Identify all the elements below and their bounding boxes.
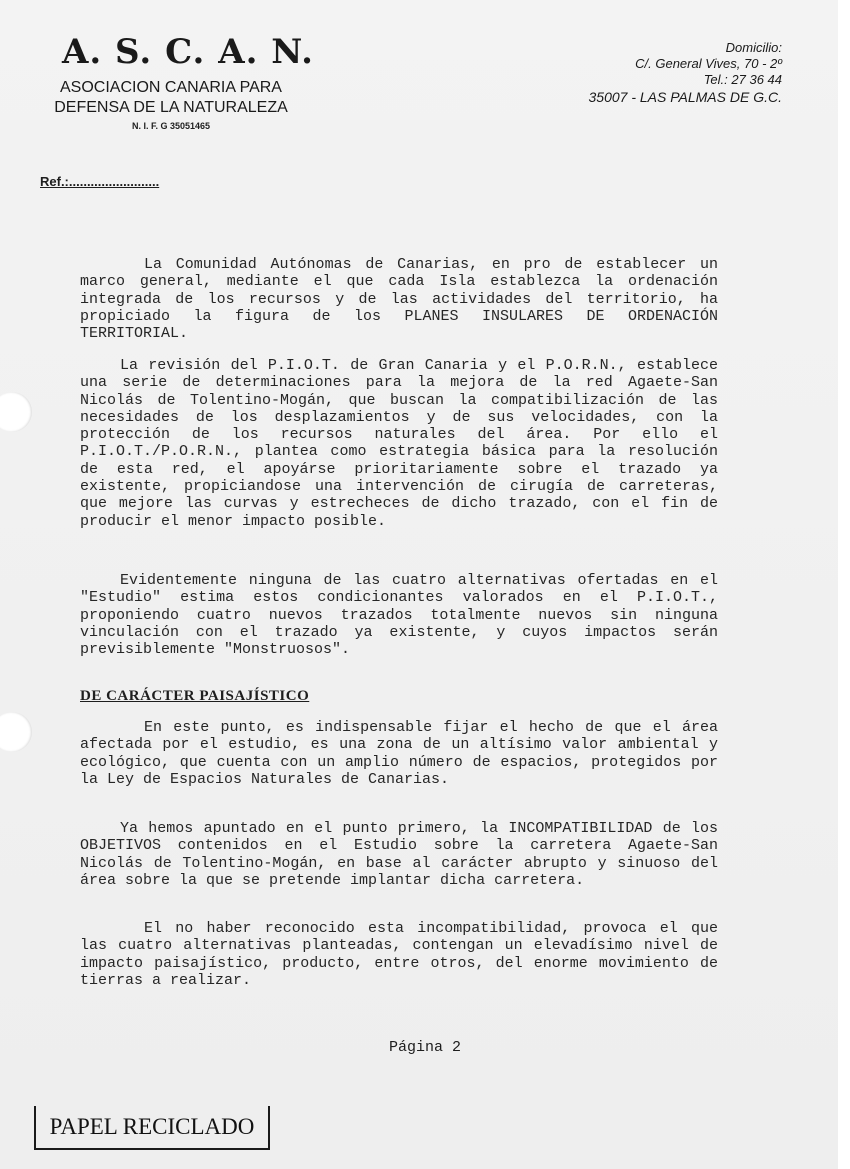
org-full-name-line1: ASOCIACION CANARIA PARA bbox=[60, 79, 282, 96]
paragraph-2-text: La revisión del P.I.O.T. de Gran Canaria y el P.O.R.N., establece una serie de determinaciones para la mejora de la red Agaete-San Nicolás de Tolentino-Mogán, que buscan la compatibilización de las necesidades de los desplazamientos y de sus velocidades, con la protección de los recursos naturales del área. Por ello el P.I.O.T./P.O.R.N., plantea como estrategia básica para la resolución de esta red, el apoyárse prioritariamente sobre el trazado ya existente, propiciandose una intervención de cirugía de carreteras, que mejore las curvas y estrecheces de dicho trazado, con el fin de producir el menor impacto posible. bbox=[80, 357, 718, 530]
address-label: Domicilio: bbox=[725, 40, 782, 55]
page-number: Página 2 bbox=[388, 1039, 461, 1056]
paragraph-1-text: La Comunidad Autónomas de Canarias, en pro de establecer un marco general, mediante el que cada Isla establezca la ordenación integrada de los recursos y de las actividades del territorio, ha propiciado la figura de los PLANES INSULARES DE ORDENACIÓN TERRITORIAL. bbox=[80, 256, 718, 343]
paragraph-4-text: En este punto, es indispensable fijar el hecho de que el área afectada por el estudio, es una zona de un altísimo valor ambiental y ecológico, que cuenta con un amplio número de espacios, protegidos por la Ley de Espacios Naturales de Canarias. bbox=[80, 719, 718, 788]
paragraph-6 bbox=[80, 920, 718, 989]
org-nif: N. I. F. G 35051465 bbox=[131, 121, 211, 131]
paragraph-3-text: Evidentemente ninguna de las cuatro alternativas ofertadas en el "Estudio" estima estos condicionantes valorados en el P.I.O.T., proponiendo cuatro nuevos trazados totalmente nuevos sin ninguna vinculación con el trazado ya existente, y cuyos impactos serán previsiblemente "Monstruosos". bbox=[80, 572, 718, 659]
paragraph-1 bbox=[80, 256, 718, 342]
reference-field: Ref.:......................... bbox=[40, 174, 160, 189]
paragraph-3 bbox=[80, 572, 718, 658]
paragraph-5-text: Ya hemos apuntado en el punto primero, la INCOMPATIBILIDAD de los OBJETIVOS contenidos en el Estudio sobre la carretera Agaete-San Nicolás de Tolentino-Mogán, en base al carácter abrupto y sinuoso del área sobre la que se pretende implantar dicha carretera. bbox=[80, 820, 718, 889]
org-full-name-line2: DEFENSA DE LA NATURALEZA bbox=[54, 99, 288, 116]
address-street: C/. General Vives, 70 - 2º bbox=[635, 56, 782, 71]
paragraph-5 bbox=[80, 820, 718, 889]
address-phone: Tel.: 27 36 44 bbox=[703, 72, 782, 87]
recycled-paper-stamp: PAPEL RECICLADO bbox=[34, 1106, 270, 1150]
paragraph-2 bbox=[80, 357, 718, 530]
org-logo-name: A. S. C. A. N. bbox=[62, 32, 314, 72]
paragraph-4 bbox=[80, 719, 718, 788]
section-heading: DE CARÁCTER PAISAJÍSTICO bbox=[80, 688, 310, 704]
address-city: 35007 - LAS PALMAS DE G.C. bbox=[588, 89, 782, 105]
paragraph-6-text: El no haber reconocido esta incompatibilidad, provoca el que las cuatro alternativas planteadas, contengan un elevadísimo nivel de impacto paisajístico, producto, entre otros, del enorme movimiento de tierras a realizar. bbox=[80, 920, 718, 989]
scan-edge bbox=[838, 0, 850, 1169]
